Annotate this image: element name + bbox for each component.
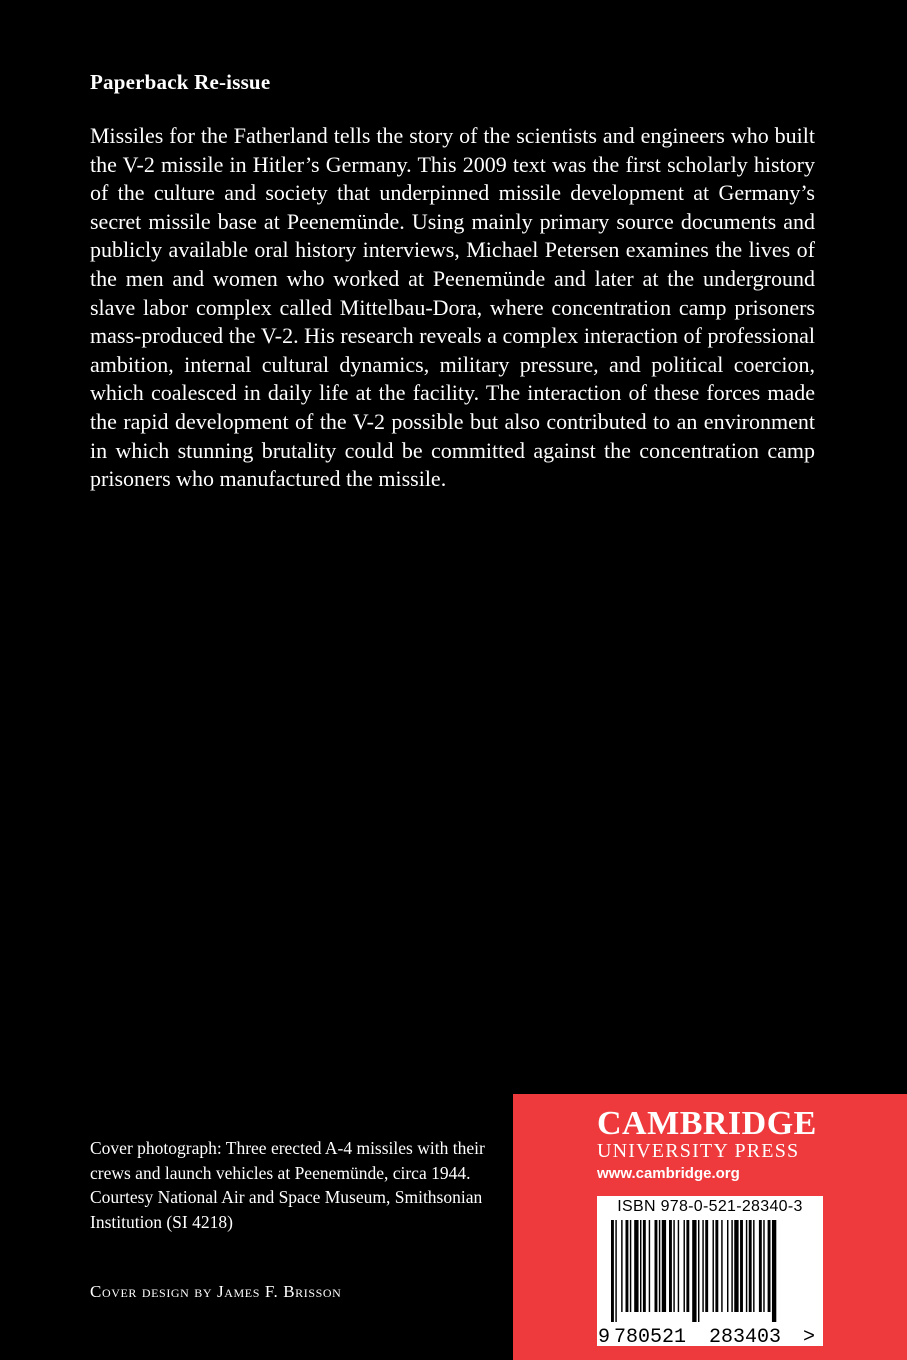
barcode-bar [763, 1220, 764, 1312]
barcode-bar [611, 1220, 614, 1322]
barcode-bar [731, 1220, 732, 1312]
publisher-name: CAMBRIDGE [597, 1105, 817, 1142]
barcode-bar [621, 1220, 622, 1312]
publisher-panel [513, 1094, 907, 1360]
isbn-label: ISBN 978-0-521-28340-3 [617, 1198, 803, 1215]
barcode-bar [673, 1220, 674, 1312]
barcode-bar [669, 1220, 672, 1312]
barcode-digit-first: 9 [598, 1326, 611, 1346]
barcode-bars [611, 1220, 776, 1322]
barcode-bar [715, 1220, 718, 1312]
cover-photo-credit: Cover photograph: Three erected A-4 missiles with their crews and launch vehicles at Peenemünde, circa 1944. Courtesy National Air and Space Museum, Smithsonian Institution (SI 4218) [90, 1138, 485, 1232]
barcode-bar [626, 1220, 629, 1312]
barcode-bar [740, 1220, 743, 1312]
barcode-bar [698, 1220, 699, 1322]
book-description: Missiles for the Fatherland tells the story of the scientists and engineers who built the V-2 missile in Hitler’s Germany. This 2009 text was the first scholarly history of the culture and society that underpinned missile development at Germany’s secret missile base at Peenemünde. Using mainly primary source documents and publicly available oral history interviews, Michael Petersen examines the lives of the men and women who worked at Peenemünde and later at the underground slave labor complex called Mittelbau-Dora, where concentration camp prisoners mass-produced the V-2. His research reveals a complex interaction of professional ambition, internal cultural dynamics, military pressure, and political coercion, which coalesced in daily life at the facility. The interaction of these forces made the rapid development of the V-2 possible but also contributed to an environment in which stunning brutality could be committed against the concentration camp prisoners who manufactured the missile. [90, 123, 815, 492]
reissue-heading: Paperback Re-issue [90, 70, 271, 94]
barcode-bar [721, 1220, 722, 1312]
barcode-bar [630, 1220, 631, 1312]
barcode-bar [768, 1220, 771, 1312]
barcode-bar [655, 1220, 658, 1312]
publisher-url: www.cambridge.org [597, 1165, 740, 1182]
barcode-bar [643, 1220, 646, 1312]
barcode-bar [727, 1220, 728, 1312]
barcode-bar [615, 1220, 616, 1322]
barcode-bar [734, 1220, 738, 1312]
barcode-bar [684, 1220, 685, 1312]
barcode-bar [705, 1220, 708, 1312]
barcode-bar [759, 1220, 762, 1312]
barcode-bar [702, 1220, 703, 1312]
cover-design-credit: Cover design by James F. Brisson [90, 1282, 342, 1301]
barcode-bar [749, 1220, 752, 1312]
barcode-bar [640, 1220, 641, 1312]
barcode-digits-left: 780521 [614, 1326, 687, 1346]
barcode-box [597, 1196, 823, 1346]
barcode-bar [746, 1220, 747, 1312]
barcode-end-mark: > [803, 1326, 816, 1346]
barcode-bar [662, 1220, 666, 1312]
barcode-digits-right: 283403 [709, 1326, 782, 1346]
barcode-graphic [597, 1196, 823, 1346]
barcode-bar [678, 1220, 679, 1312]
barcode-bar [753, 1220, 754, 1312]
barcode-bar [634, 1220, 638, 1312]
barcode-bar [649, 1220, 650, 1312]
barcode-bar [713, 1220, 714, 1312]
barcode-bar [692, 1220, 696, 1322]
barcode-bar [659, 1220, 660, 1312]
barcode-bar [686, 1220, 689, 1312]
publisher-subname: UNIVERSITY PRESS [597, 1140, 800, 1162]
barcode-bar [772, 1220, 776, 1322]
